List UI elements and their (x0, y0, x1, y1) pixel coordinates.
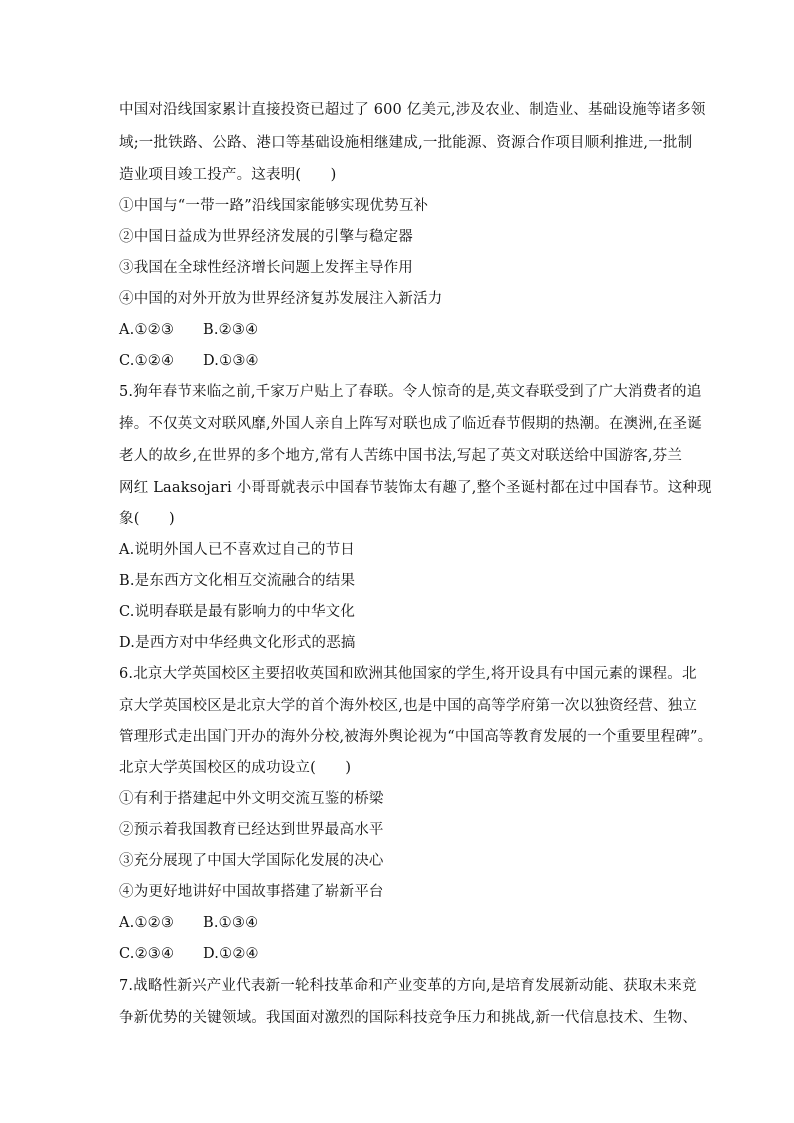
q6-statement-1: ①有利于搭建起中外文明交流互鉴的桥梁 (119, 791, 384, 807)
q4-stem-line-3: 造业项目竣工投产。这表明( ) (119, 167, 337, 183)
q7-stem-line-2: 争新优势的关键领域。我国面对激烈的国际科技竞争压力和挑战,新一代信息技术、生物、 (119, 1010, 698, 1026)
q6-options-row-1 (119, 913, 699, 933)
q5-stem-line-5: 象( ) (119, 511, 175, 527)
q5-option-a[interactable]: A.说明外国人已不喜欢过自己的节日 (119, 542, 355, 558)
q6-options-row-2 (119, 944, 699, 964)
q4-statement-3: ③我国在全球性经济增长问题上发挥主导作用 (119, 260, 413, 276)
q6-stem-line-4: 北京大学英国校区的成功设立( ) (119, 760, 352, 776)
q4-statement-4: ④中国的对外开放为世界经济复苏发展注入新活力 (119, 291, 443, 307)
q4-option-b[interactable]: B.②③④ (203, 322, 259, 338)
q6-option-c[interactable]: C.②③④ (119, 946, 175, 962)
q4-stem-line-2: 域;一批铁路、公路、港口等基础设施相继建成,一批能源、资源合作项目顺利推进,一批制 (119, 135, 693, 151)
q6-statement-2: ②预示着我国教育已经达到世界最高水平 (119, 822, 384, 838)
q4-statement-1: ①中国与“一带一路”沿线国家能够实现优势互补 (119, 198, 429, 214)
q6-stem-line-1: 6.北京大学英国校区主要招收英国和欧洲其他国家的学生,将开设具有中国元素的课程。北 (119, 666, 697, 682)
q6-stem-line-2: 京大学英国校区是北京大学的首个海外校区,也是中国的高等学府第一次以独资经营、独立 (119, 698, 698, 714)
q6-statement-3: ③充分展现了中国大学国际化发展的决心 (119, 853, 384, 869)
q4-option-c[interactable]: C.①②④ (119, 353, 175, 369)
q6-option-b[interactable]: B.①③④ (203, 915, 259, 931)
q4-options-row-2 (119, 351, 699, 371)
q5-option-c[interactable]: C.说明春联是最有影响力的中华文化 (119, 604, 356, 620)
q5-stem-line-2: 捧。不仅英文对联风靡,外国人亲自上阵写对联也成了临近春节假期的热潮。在澳洲,在圣诞 (119, 416, 702, 432)
q6-option-d[interactable]: D.①②④ (203, 946, 259, 962)
q4-option-d[interactable]: D.①③④ (203, 353, 259, 369)
q4-options-row-1 (119, 320, 699, 340)
q4-stem-line-1: 中国对沿线国家累计直接投资已超过了 600 亿美元,涉及农业、制造业、基础设施等诸多领 (119, 102, 706, 118)
q5-stem-line-4: 网红 Laaksojari 小哥哥就表示中国春节装饰太有趣了,整个圣诞村都在过中国春节。这种现 (119, 480, 712, 496)
q4-statement-2: ②中国日益成为世界经济发展的引擎与稳定器 (119, 229, 413, 245)
q4-option-a[interactable]: A.①②③ (119, 322, 175, 338)
q6-statement-4: ④为更好地讲好中国故事搭建了崭新平台 (119, 884, 384, 900)
q5-option-d[interactable]: D.是西方对中华经典文化形式的恶搞 (119, 635, 356, 651)
q7-stem-line-1: 7.战略性新兴产业代表新一轮科技革命和产业变革的方向,是培育发展新动能、获取未来竞 (119, 978, 697, 994)
q6-option-a[interactable]: A.①②③ (119, 915, 175, 931)
q6-stem-line-3: 管理形式走出国门开办的海外分校,被海外舆论视为“中国高等教育发展的一个重要里程碑”。 (119, 729, 713, 745)
q5-stem-line-3: 老人的故乡,在世界的多个地方,常有人苦练中国书法,写起了英文对联送给中国游客,芬兰 (119, 448, 683, 464)
q5-option-b[interactable]: B.是东西方文化相互交流融合的结果 (119, 573, 356, 589)
q5-stem-line-1: 5.狗年春节来临之前,千家万户贴上了春联。令人惊奇的是,英文春联受到了广大消费者的追 (119, 384, 702, 400)
